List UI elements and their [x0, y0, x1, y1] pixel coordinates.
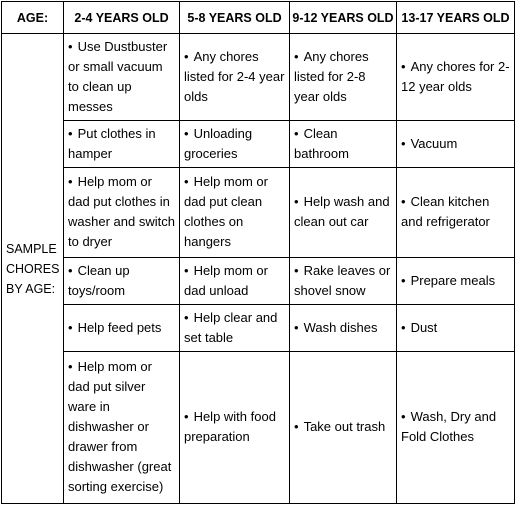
- chore-text: Put clothes in hamper: [68, 126, 156, 162]
- table-cell: [397, 167, 515, 258]
- table-cell: [290, 34, 397, 121]
- table-cell: [180, 305, 290, 351]
- bullet-glyph: •: [68, 359, 73, 375]
- chore-text: Clean kitchen and refrigerator: [401, 194, 490, 230]
- table-row: [2, 351, 515, 503]
- bullet-glyph: •: [401, 273, 406, 289]
- bullet-glyph: •: [401, 320, 406, 336]
- table-cell: [180, 121, 290, 167]
- table-cell: [180, 34, 290, 121]
- table-cell: [397, 305, 515, 351]
- header-age-label: AGE:: [2, 2, 64, 34]
- chore-text: Prepare meals: [410, 273, 496, 289]
- chore-text: Rake leaves or shovel snow: [294, 263, 391, 299]
- table-cell: [397, 258, 515, 305]
- chore-text: Help with food preparation: [184, 409, 276, 445]
- bullet-glyph: •: [294, 126, 299, 142]
- table-cell: [290, 305, 397, 351]
- bullet-glyph: •: [184, 409, 189, 425]
- bullet-glyph: •: [294, 194, 299, 210]
- bullet-glyph: •: [184, 310, 189, 326]
- bullet-glyph: •: [294, 49, 299, 65]
- header-col-9-12: 9-12 YEARS OLD: [290, 2, 397, 34]
- chore-text: Help mom or dad put clean clothes on hangers: [184, 174, 268, 250]
- header-col-13-17: 13-17 YEARS OLD: [397, 2, 515, 34]
- bullet-glyph: •: [184, 126, 189, 142]
- bullet-glyph: •: [68, 39, 73, 55]
- bullet-glyph: •: [68, 174, 73, 190]
- chore-text: Help feed pets: [77, 320, 162, 336]
- chores-body: [2, 34, 515, 504]
- bullet-glyph: •: [184, 49, 189, 65]
- chore-text: Help mom or dad put clothes in washer and switch to dryer: [68, 174, 175, 250]
- chore-text: Use Dustbuster or small vacuum to clean up messes: [68, 39, 168, 115]
- chore-text: Wash dishes: [303, 320, 378, 336]
- table-cell: [397, 351, 515, 503]
- chore-text: Clean bathroom: [294, 126, 349, 162]
- chore-text: Clean up toys/room: [68, 263, 130, 299]
- table-cell: [180, 258, 290, 305]
- chore-text: Help clear and set table: [184, 310, 278, 346]
- table-cell: [290, 258, 397, 305]
- bullet-glyph: •: [401, 59, 406, 75]
- chore-text: Help wash and clean out car: [294, 194, 390, 230]
- table-row: [2, 34, 515, 121]
- row-label-sample-chores: SAMPLE CHORES BY AGE:: [2, 34, 64, 504]
- chore-text: Help mom or dad put silver ware in dishwasher or drawer from dishwasher (great sorting exercise): [68, 359, 172, 495]
- header-col-5-8: 5-8 YEARS OLD: [180, 2, 290, 34]
- table-cell: [64, 258, 180, 305]
- table-row: [2, 305, 515, 351]
- table-cell: [64, 305, 180, 351]
- bullet-glyph: •: [68, 126, 73, 142]
- bullet-glyph: •: [184, 263, 189, 279]
- table-row: [2, 121, 515, 167]
- bullet-glyph: •: [401, 194, 406, 210]
- bullet-glyph: •: [294, 263, 299, 279]
- header-col-2-4: 2-4 YEARS OLD: [64, 2, 180, 34]
- table-cell: [64, 34, 180, 121]
- table-row: [2, 167, 515, 258]
- chore-text: Any chores for 2-12 year olds: [401, 59, 510, 95]
- chore-text: Any chores listed for 2-8 year olds: [294, 49, 369, 105]
- table-cell: [64, 351, 180, 503]
- table-cell: [290, 121, 397, 167]
- table-row: [2, 258, 515, 305]
- chore-text: Unloading groceries: [184, 126, 253, 162]
- chore-text: Take out trash: [303, 419, 386, 435]
- table-cell: [180, 167, 290, 258]
- bullet-glyph: •: [294, 419, 299, 435]
- chore-text: Help mom or dad unload: [184, 263, 268, 299]
- table-cell: [397, 34, 515, 121]
- bullet-glyph: •: [401, 136, 406, 152]
- chore-text: Vacuum: [410, 136, 458, 152]
- chores-table: [1, 1, 515, 504]
- table-cell: [290, 167, 397, 258]
- bullet-glyph: •: [401, 409, 406, 425]
- chore-text: Dust: [410, 320, 438, 336]
- table-cell: [64, 121, 180, 167]
- table-cell: [290, 351, 397, 503]
- table-cell: [64, 167, 180, 258]
- chore-text: Wash, Dry and Fold Clothes: [401, 409, 497, 445]
- bullet-glyph: •: [294, 320, 299, 336]
- chore-text: Any chores listed for 2-4 year olds: [184, 49, 285, 105]
- bullet-glyph: •: [68, 320, 73, 336]
- table-cell: [397, 121, 515, 167]
- bullet-glyph: •: [68, 263, 73, 279]
- table-cell: [180, 351, 290, 503]
- header-row: [2, 2, 515, 34]
- bullet-glyph: •: [184, 174, 189, 190]
